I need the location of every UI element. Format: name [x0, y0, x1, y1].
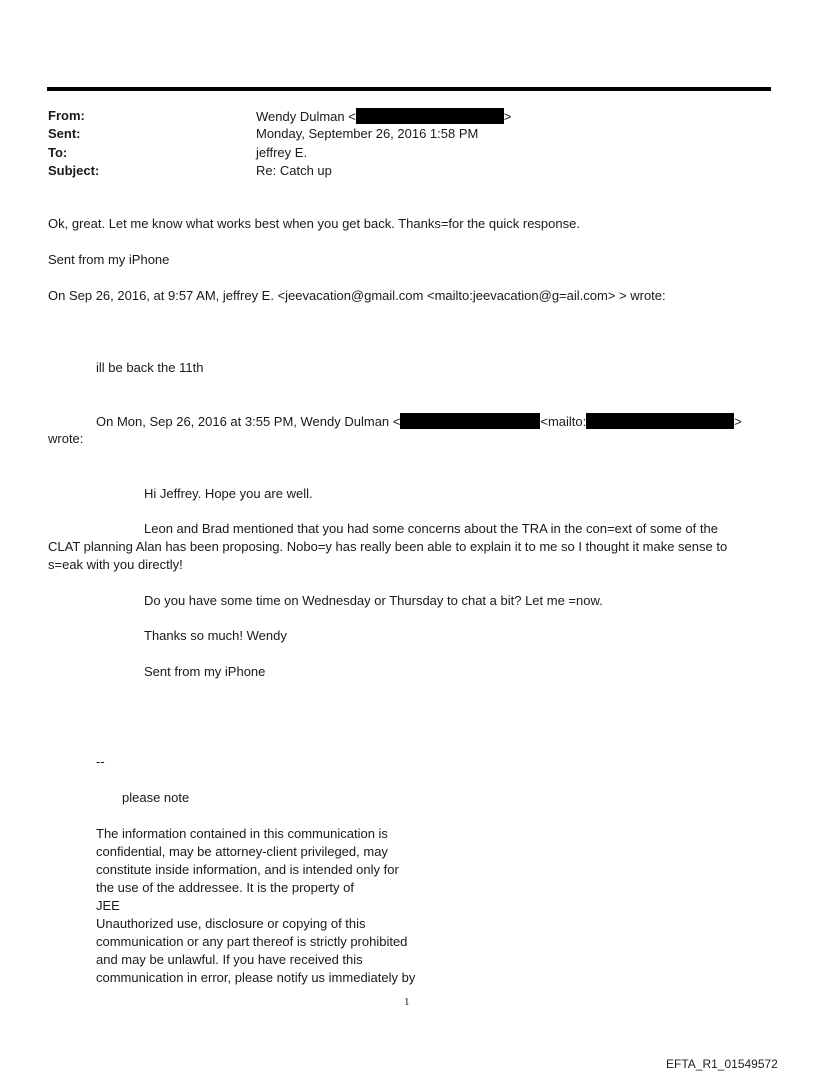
inner-quote-header [96, 413, 742, 429]
subject-label: Subject: [48, 163, 100, 178]
quoted-reply: ill be back the 11th [96, 360, 204, 375]
greeting: Hi Jeffrey. Hope you are well. [144, 486, 313, 501]
quote-header: On Sep 26, 2016, at 9:57 AM, jeffrey E. <jeevacation@gmail.com <mailto:jeevacation@g=ail.com> > wrote: [48, 288, 666, 303]
from-name: Wendy Dulman < [256, 109, 356, 124]
thanks-line: Thanks so much! Wendy [144, 628, 287, 643]
to-value: jeffrey E. [256, 145, 308, 160]
document-id: EFTA_R1_01549572 [666, 1057, 778, 1071]
disclaimer-line: constitute inside information, and is intended only for [96, 862, 399, 877]
subject-value: Re: Catch up [256, 163, 332, 178]
question-line: Do you have some time on Wednesday or Thursday to chat a bit? Let me =now. [144, 593, 603, 608]
from-close: > [503, 109, 512, 124]
disclaimer-line: confidential, may be attorney-client privileged, may [96, 844, 388, 859]
paragraph-line: Leon and Brad mentioned that you had some concerns about the TRA in the con=ext of some of the [144, 521, 718, 536]
redaction-box [400, 413, 540, 429]
disclaimer-line: the use of the addressee. It is the property of [96, 880, 354, 895]
sent-value: Monday, September 26, 2016 1:58 PM [256, 126, 479, 141]
inner-header-close: > [734, 414, 742, 429]
disclaimer-line: and may be unlawful. If you have received this [96, 952, 363, 967]
reply-line: Ok, great. Let me know what works best when you get back. Thanks=for the quick response. [48, 216, 580, 231]
disclaimer-line: JEE [96, 898, 120, 913]
signature-iphone-2: Sent from my iPhone [144, 664, 266, 679]
page-number: 1 [404, 996, 410, 1008]
disclaimer-line: Unauthorized use, disclosure or copying of this [96, 916, 366, 931]
please-note: please note [122, 790, 190, 805]
signature-iphone: Sent from my iPhone [48, 252, 170, 267]
disclaimer [96, 825, 415, 987]
disclaimer-line: The information contained in this communication is [96, 826, 388, 841]
sent-label: Sent: [48, 126, 81, 141]
disclaimer-line: communication in error, please notify us immediately by [96, 970, 416, 985]
inner-header-mailto: <mailto: [540, 414, 587, 429]
paragraph-line: s=eak with you directly! [48, 557, 183, 572]
header-rule [47, 87, 771, 91]
inner-header-wrote: wrote: [48, 431, 84, 446]
from-label: From: [48, 108, 85, 123]
from-value [256, 108, 511, 124]
paragraph-line: CLAT planning Alan has been proposing. Nobo=y has really been able to explain it to me so I thought it make sense to [48, 539, 728, 554]
redaction-box [586, 413, 734, 429]
to-label: To: [48, 145, 68, 160]
disclaimer-line: communication or any part thereof is strictly prohibited [96, 934, 408, 949]
inner-header-text: On Mon, Sep 26, 2016 at 3:55 PM, Wendy Dulman < [96, 414, 401, 429]
signature-dashes: -- [96, 754, 105, 769]
redaction-box [356, 108, 504, 124]
